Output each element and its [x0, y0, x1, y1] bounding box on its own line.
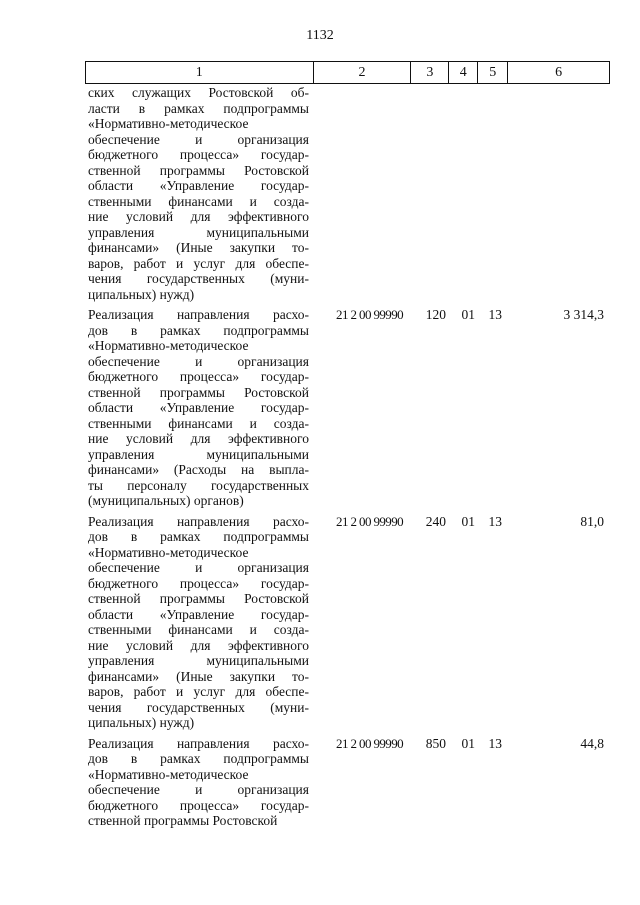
description-line: дов в рамках подпрограммы — [88, 751, 309, 766]
description-line: дов в рамках подпрограммы — [88, 529, 309, 544]
amount: 81,0 — [580, 513, 604, 529]
header-col-1: 1 — [86, 62, 314, 83]
description-line: «Нормативно-методическое — [88, 116, 249, 131]
target-article-code: 21 2 00 99990 — [336, 513, 403, 529]
description-line: финансами» (Расходы на выпла- — [88, 462, 309, 477]
description-line: ты персоналу государственных — [88, 477, 309, 493]
description-line: области «Управление государ- — [88, 606, 309, 622]
description-line: чения государственных (муни- — [88, 699, 309, 715]
description-line: ственными финансами и созда- — [88, 415, 309, 431]
description-line: бюджетного процесса» государ- — [88, 575, 309, 591]
expense-type-code: 120 — [425, 307, 446, 322]
table-body — [85, 85, 610, 829]
description-line: «Нормативно-методическое — [88, 338, 249, 353]
target-article-code: 21 2 00 99990 — [336, 307, 403, 322]
description-line: ние условий для эффективного — [88, 209, 309, 224]
description-line: ственной программы Ростовской — [88, 813, 278, 828]
header-col-6: 6 — [508, 62, 610, 83]
row-description — [85, 307, 313, 509]
table-header — [85, 61, 610, 84]
description-line: ласти в рамках подпрограммы — [88, 100, 309, 116]
budget-table — [85, 61, 610, 829]
description-line: ственными финансами и созда- — [88, 193, 309, 209]
description-line: «Нормативно-методическое — [88, 544, 249, 560]
description-line: обеспечение и организация — [88, 782, 309, 797]
description-line: варов, работ и услуг для обеспе- — [88, 255, 309, 271]
description-line: (муниципальных) органов) — [88, 493, 244, 508]
amount: 3 314,3 — [563, 307, 604, 322]
row-description — [85, 514, 313, 731]
subsection-code: 13 — [488, 513, 502, 529]
description-line: обеспечение и организация — [88, 560, 309, 575]
header-col-4: 4 — [449, 62, 478, 83]
description-line: ских служащих Ростовской об- — [88, 85, 309, 100]
description-line: ние условий для эффективного — [88, 637, 309, 653]
description-line: варов, работ и услуг для обеспе- — [88, 684, 309, 699]
description-line: ципальных) нужд) — [88, 286, 195, 302]
continuation-row — [85, 85, 610, 302]
description-line: дов в рамках подпрограммы — [88, 322, 309, 338]
table-row — [85, 736, 610, 829]
target-article-code: 21 2 00 99990 — [336, 735, 403, 751]
header-col-5: 5 — [478, 62, 508, 83]
description-line: области «Управление государ- — [88, 178, 309, 193]
description-line: ние условий для эффективного — [88, 431, 309, 446]
subsection-code: 13 — [488, 735, 502, 751]
description-line: области «Управление государ- — [88, 400, 309, 415]
description-line: бюджетного процесса» государ- — [88, 369, 309, 384]
expense-type-code: 850 — [425, 735, 446, 751]
description-line: обеспечение и организация — [88, 131, 309, 147]
section-code: 01 — [461, 307, 475, 322]
expense-type-code: 240 — [425, 513, 446, 529]
description-line: Реализация направления расхо- — [88, 307, 309, 322]
description-line: ственной программы Ростовской — [88, 162, 309, 178]
description-line: ственной программы Ростовской — [88, 591, 309, 606]
description-line: управления муниципальными — [88, 224, 309, 240]
description-line: чения государственных (муни- — [88, 271, 309, 286]
description-line: Реализация направления расхо- — [88, 735, 309, 751]
row-description — [85, 736, 313, 829]
description-line: ственными финансами и созда- — [88, 622, 309, 637]
header-col-3: 3 — [411, 62, 449, 83]
header-col-2: 2 — [314, 62, 412, 83]
continuation-description — [85, 85, 313, 302]
description-line: ципальных) нужд) — [88, 715, 195, 730]
description-line: ственной программы Ростовской — [88, 384, 309, 400]
description-line: бюджетного процесса» государ- — [88, 147, 309, 162]
description-line: Реализация направления расхо- — [88, 513, 309, 529]
table-row — [85, 307, 610, 509]
description-line: управления муниципальными — [88, 653, 309, 668]
subsection-code: 13 — [488, 307, 502, 322]
description-line: финансами» (Иные закупки то- — [88, 668, 309, 684]
description-line: бюджетного процесса» государ- — [88, 797, 309, 813]
section-code: 01 — [461, 513, 475, 529]
description-line: управления муниципальными — [88, 446, 309, 462]
description-line: финансами» (Иные закупки то- — [88, 240, 309, 255]
table-row — [85, 514, 610, 731]
description-line: «Нормативно-методическое — [88, 766, 249, 782]
section-code: 01 — [461, 735, 475, 751]
page-number: 1132 — [306, 28, 334, 43]
description-line: обеспечение и организация — [88, 353, 309, 369]
amount: 44,8 — [580, 735, 604, 751]
